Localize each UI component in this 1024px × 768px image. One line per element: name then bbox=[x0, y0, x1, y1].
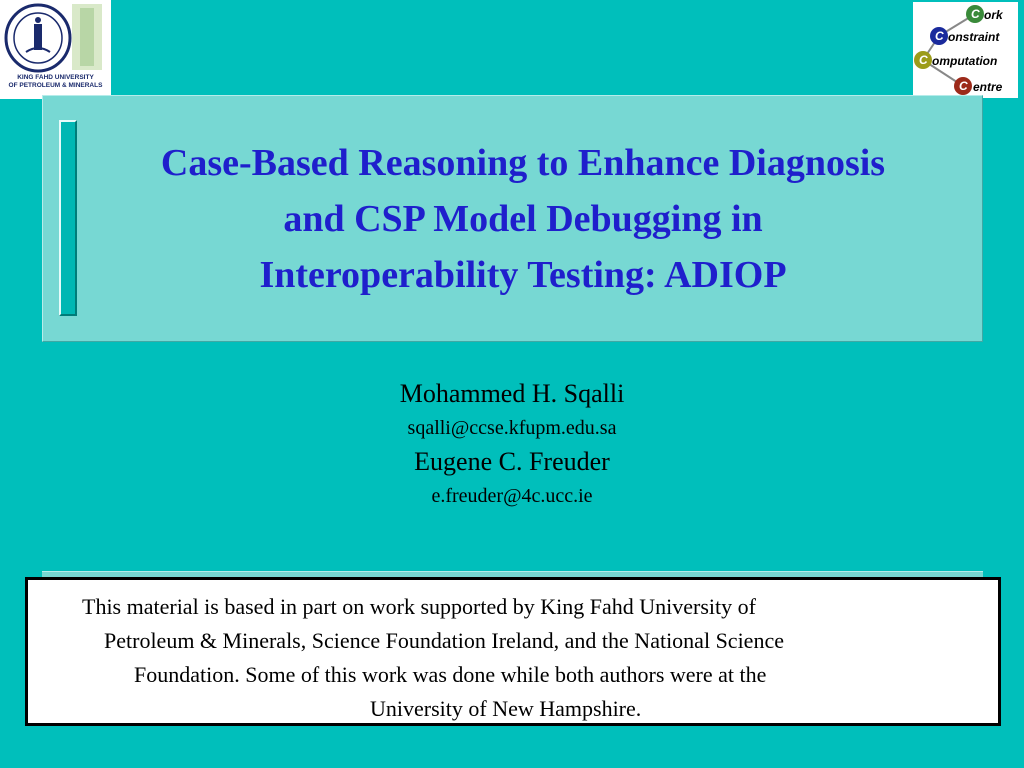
title-line-2: and CSP Model Debugging in bbox=[283, 198, 763, 240]
svg-text:omputation: omputation bbox=[932, 54, 998, 68]
title-line-3: Interoperability Testing: ADIOP bbox=[259, 254, 787, 296]
kfupm-logo bbox=[0, 0, 111, 99]
kfupm-caption-line2: OF PETROLEUM & MINERALS bbox=[8, 82, 103, 89]
svg-text:entre: entre bbox=[973, 80, 1003, 94]
4c-logo bbox=[913, 2, 1018, 98]
ack-line-2: Petroleum & Minerals, Science Foundation Ireland, and the National Science bbox=[104, 628, 784, 653]
author-email: e.freuder@4c.ucc.ie bbox=[431, 485, 593, 507]
ack-line-4: University of New Hampshire. bbox=[370, 696, 642, 721]
svg-text:onstraint: onstraint bbox=[948, 30, 1000, 44]
author-email: sqalli@ccse.kfupm.edu.sa bbox=[407, 417, 617, 439]
svg-text:C: C bbox=[971, 7, 980, 21]
author-name: Eugene C. Freuder bbox=[414, 447, 610, 476]
title-accent-bar bbox=[59, 120, 77, 316]
author-name: Mohammed H. Sqalli bbox=[399, 379, 625, 408]
svg-text:C: C bbox=[935, 29, 944, 43]
ack-line-3: Foundation. Some of this work was done while both authors were at the bbox=[134, 662, 767, 687]
title-line-1: Case-Based Reasoning to Enhance Diagnosis bbox=[160, 142, 886, 184]
authors-block bbox=[262, 376, 762, 512]
acknowledgement-box bbox=[25, 577, 1001, 726]
svg-text:C: C bbox=[919, 53, 928, 67]
svg-text:ork: ork bbox=[984, 8, 1003, 22]
kfupm-caption-line1: KING FAHD UNIVERSITY bbox=[17, 74, 94, 81]
svg-text:C: C bbox=[959, 79, 968, 93]
ack-line-1: This material is based in part on work supported by King Fahd University of bbox=[82, 594, 756, 619]
4c-emblem-icon bbox=[913, 2, 1018, 98]
slide-title bbox=[78, 135, 968, 303]
